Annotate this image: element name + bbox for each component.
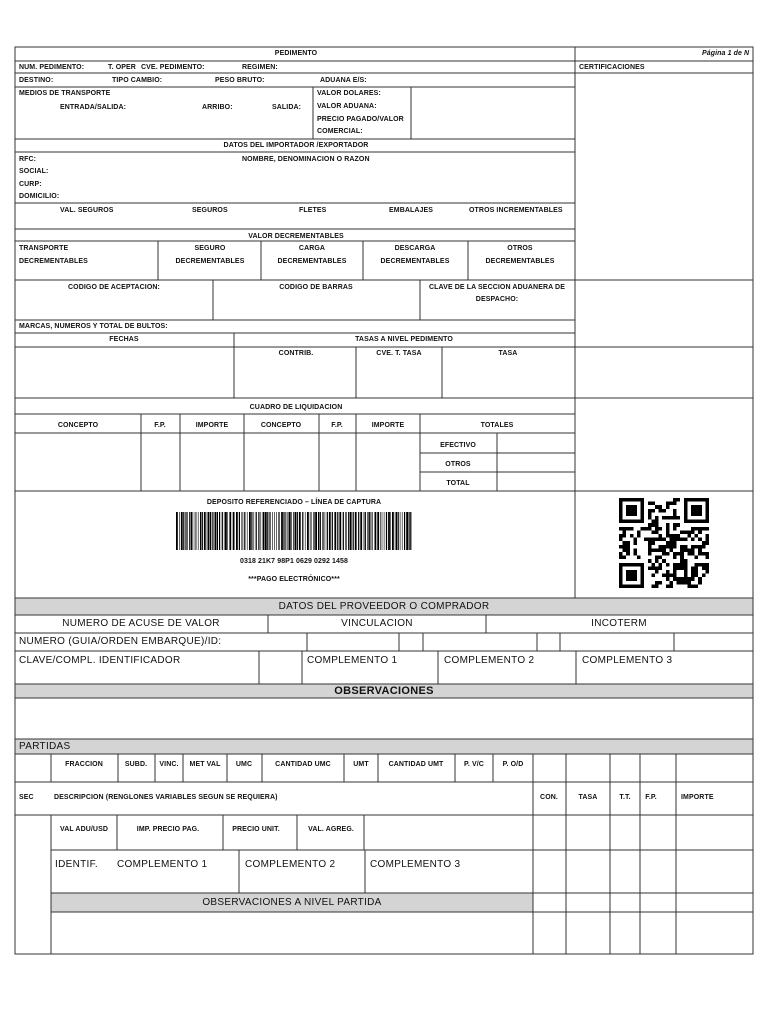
seguros-label: SEGUROS xyxy=(192,207,228,214)
sec-label: SEC xyxy=(19,794,34,801)
carga-decr-label-2: DECREMENTABLES xyxy=(277,258,347,265)
importe-partida-label: IMPORTE xyxy=(681,794,714,801)
clave-compl-label: CLAVE/COMPL. IDENTIFICADOR xyxy=(19,655,181,666)
vinculacion-label: VINCULACION xyxy=(341,618,413,629)
fletes-label: FLETES xyxy=(299,207,327,214)
qr-code xyxy=(619,498,709,588)
otros-decr-label-2: DECREMENTABLES xyxy=(485,258,555,265)
clave-seccion-label: CLAVE DE LA SECCION ADUANERA DE xyxy=(429,284,565,291)
codigo-barras-label: CODIGO DE BARRAS xyxy=(279,284,353,291)
complemento-2-label: COMPLEMENTO 2 xyxy=(444,655,535,666)
clave-seccion-label-2: DESPACHO: xyxy=(475,296,519,303)
regimen-label: REGIMEN: xyxy=(242,64,278,71)
precio-unit-label: PRECIO UNIT. xyxy=(232,826,280,833)
descripcion-label: DESCRIPCION (RENGLONES VARIABLES SEGUN SE REQUIERA) xyxy=(54,794,278,801)
tt-label: T.T. xyxy=(619,794,631,801)
imp-precio-label: IMP. PRECIO PAG. xyxy=(136,826,200,833)
contrib-label: CONTRIB. xyxy=(278,350,314,357)
transporte-decr-label: TRANSPORTE xyxy=(19,245,69,252)
observaciones-title: OBSERVACIONES xyxy=(334,685,434,697)
fechas-label: FECHAS xyxy=(109,336,139,343)
val-agreg-label: VAL. AGREG. xyxy=(308,826,354,833)
num-pedimento-label: NUM. PEDIMENTO: xyxy=(19,64,85,71)
peso-bruto-label: PESO BRUTO: xyxy=(215,77,265,84)
tipo-cambio-label: TIPO CAMBIO: xyxy=(112,77,163,84)
incoterm-label: INCOTERM xyxy=(591,618,647,629)
nombre-label: NOMBRE, DENOMINACION O RAZON xyxy=(242,156,370,163)
descarga-decr-label: DESCARGA xyxy=(394,245,436,252)
salida-label: SALIDA: xyxy=(272,104,302,111)
total-label: TOTAL xyxy=(446,480,470,487)
t-oper-label: T. OPER xyxy=(108,64,136,71)
tasa-label: TASA xyxy=(498,350,518,357)
efectivo-label: EFECTIVO xyxy=(440,442,476,449)
rfc-label: RFC: xyxy=(19,156,37,163)
pago-electronico-label: ***PAGO ELECTRÓNICO*** xyxy=(248,576,340,583)
concepto-1-label: CONCEPTO xyxy=(57,422,99,429)
importe-1-label: IMPORTE xyxy=(195,422,229,429)
fp-partida-label: F.P. xyxy=(645,794,657,801)
val-adu-label: VAL ADU/USD xyxy=(59,826,109,833)
decrementables-title: VALOR DECREMENTABLES xyxy=(248,233,344,240)
acuse-valor-label: NUMERO DE ACUSE DE VALOR xyxy=(62,618,220,629)
complemento-1-label: COMPLEMENTO 1 xyxy=(307,655,398,666)
seguro-decr-label-2: DECREMENTABLES xyxy=(175,258,245,265)
transporte-decr-label-2: DECREMENTABLES xyxy=(19,258,88,265)
fp-1-label: F.P. xyxy=(154,422,166,429)
umt-label: UMT xyxy=(353,761,369,768)
cve-pedimento-label: CVE. PEDIMENTO: xyxy=(141,64,205,71)
tasa-partida-label: TASA xyxy=(578,794,598,801)
medios-transporte-label: MEDIOS DE TRANSPORTE xyxy=(19,90,111,97)
comercial-label: COMERCIAL: xyxy=(317,128,363,135)
carga-decr-label: CARGA xyxy=(298,245,326,252)
descarga-decr-label-2: DECREMENTABLES xyxy=(380,258,450,265)
entrada-salida-label: ENTRADA/SALIDA: xyxy=(60,104,127,111)
observaciones-partida-label: OBSERVACIONES A NIVEL PARTIDA xyxy=(202,897,382,908)
page-label: Página 1 de N xyxy=(702,50,750,57)
numero-guia-label: NUMERO (GUIA/ORDEN EMBARQUE)/ID: xyxy=(19,636,222,647)
identif-label: IDENTIF. xyxy=(55,859,98,870)
partida-complemento-1-label: COMPLEMENTO 1 xyxy=(117,859,208,870)
seguro-decr-label: SEGURO xyxy=(194,245,226,252)
otros-incrementables-label: OTROS INCREMENTABLES xyxy=(469,207,563,214)
cantidad-umc-label: CANTIDAD UMC xyxy=(275,761,331,768)
aduana-label: ADUANA E/S: xyxy=(320,77,367,84)
subd-label: SUBD. xyxy=(124,761,148,768)
importe-2-label: IMPORTE xyxy=(371,422,405,429)
linea-captura-number: 0318 21K7 98P1 0629 0292 1458 xyxy=(240,558,348,565)
totales-label: TOTALES xyxy=(480,422,514,429)
codigo-aceptacion-label: CODIGO DE ACEPTACION: xyxy=(68,284,160,291)
proveedor-title: DATOS DEL PROVEEDOR O COMPRADOR xyxy=(278,601,490,612)
curp-label: CURP: xyxy=(19,181,42,188)
fraccion-label: FRACCION xyxy=(65,761,103,768)
partida-complemento-3-label: COMPLEMENTO 3 xyxy=(370,859,461,870)
fp-2-label: F.P. xyxy=(331,422,343,429)
umc-label: UMC xyxy=(235,761,253,768)
social-label: SOCIAL: xyxy=(19,168,49,175)
deposito-title: DEPOSITO REFERENCIADO – LÍNEA DE CAPTURA xyxy=(206,499,382,506)
form-title: PEDIMENTO xyxy=(274,50,318,57)
cantidad-umt-label: CANTIDAD UMT xyxy=(388,761,444,768)
cve-t-tasa-label: CVE. T. TASA xyxy=(376,350,422,357)
con-label: CON. xyxy=(540,794,558,801)
p-vc-label: P. V/C xyxy=(464,761,484,768)
otros-decr-label: OTROS xyxy=(507,245,533,252)
marcas-label: MARCAS, NUMEROS Y TOTAL DE BULTOS: xyxy=(19,323,168,330)
destino-label: DESTINO: xyxy=(19,77,54,84)
vinc-label: VINC. xyxy=(159,761,179,768)
partidas-title: PARTIDAS xyxy=(19,741,71,752)
linea-captura-barcode xyxy=(176,512,412,550)
complemento-3-label: COMPLEMENTO 3 xyxy=(582,655,673,666)
val-seguros-label: VAL. SEGUROS xyxy=(60,207,114,214)
tasas-title: TASAS A NIVEL PEDIMENTO xyxy=(355,336,453,343)
partida-complemento-2-label: COMPLEMENTO 2 xyxy=(245,859,336,870)
arribo-label: ARRIBO: xyxy=(202,104,233,111)
valor-dolares-label: VALOR DOLARES: xyxy=(317,90,381,97)
valor-aduana-label: VALOR ADUANA: xyxy=(317,103,377,110)
certificaciones-label: CERTIFICACIONES xyxy=(579,64,645,71)
concepto-2-label: CONCEPTO xyxy=(260,422,302,429)
precio-pagado-label: PRECIO PAGADO/VALOR xyxy=(317,116,404,123)
domicilio-label: DOMICILIO: xyxy=(19,193,60,200)
p-od-label: P. O/D xyxy=(502,761,524,768)
otros-total-label: OTROS xyxy=(445,461,471,468)
importador-title: DATOS DEL IMPORTADOR /EXPORTADOR xyxy=(223,142,369,149)
met-val-label: MET VAL xyxy=(189,761,221,768)
liquidacion-title: CUADRO DE LIQUIDACION xyxy=(249,404,343,411)
embalajes-label: EMBALAJES xyxy=(389,207,434,214)
